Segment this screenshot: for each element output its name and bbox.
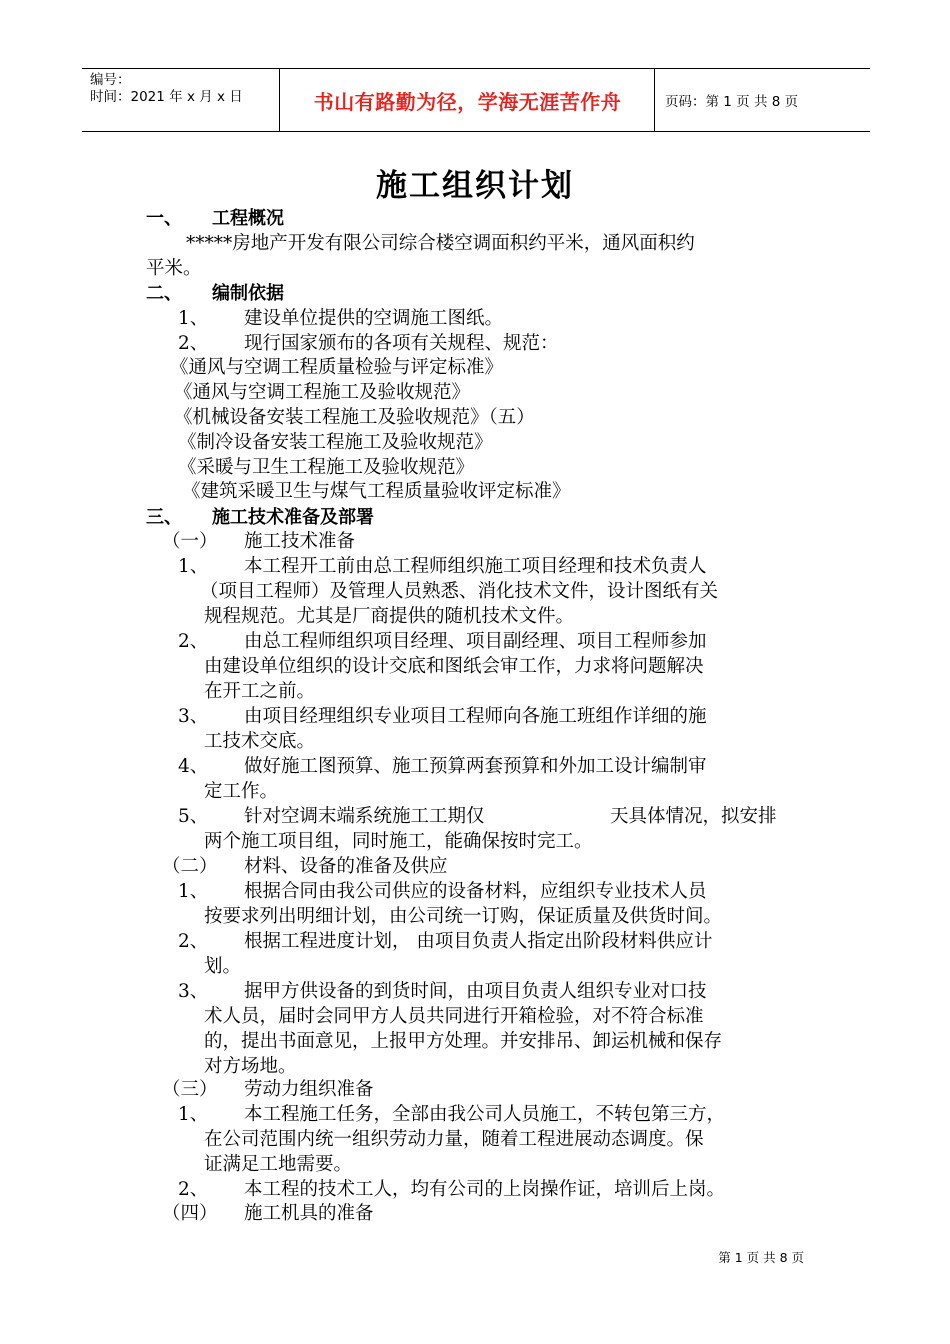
paragraph-line: 在公司范围内统一组织劳动力量，随着工程进展动态调度。保: [204, 1129, 704, 1150]
subsection-heading: 劳动力组织准备: [244, 1079, 374, 1100]
list-number: 3、: [178, 981, 209, 1002]
paragraph-line: *****房地产开发有限公司综合楼空调面积约平米，通风面积约: [186, 233, 695, 254]
standard-item: 《机械设备安装工程施工及验收规范》（五）: [174, 407, 535, 428]
document-title: 施工组织计划: [376, 168, 574, 204]
list-number: 4、: [178, 756, 209, 777]
paragraph-line: 术人员，届时会同甲方人员共同进行开箱检验，对不符合标准: [204, 1006, 704, 1027]
list-number: 1、: [178, 1104, 209, 1125]
paragraph-line: 对方场地。: [204, 1056, 297, 1077]
subsection-heading: 施工技术准备: [244, 531, 356, 552]
standard-item: 《通风与空调工程施工及验收规范》: [174, 382, 471, 403]
code-label: 编号：: [90, 72, 131, 88]
header-page-number: 页码：第 1 页 共 8 页: [665, 94, 799, 110]
paragraph-line: 在开工之前。: [204, 681, 316, 702]
paragraph-line: 的，提出书面意见，上报甲方处理。并安排吊、卸运机械和保存: [204, 1031, 723, 1052]
subsection-heading: 施工机具的准备: [244, 1203, 374, 1224]
subsection-number: （四）: [162, 1203, 218, 1224]
header-slogan: 书山有路勤为径，学海无涯苦作舟: [281, 69, 655, 131]
standard-item: 《通风与空调工程质量检验与评定标准》: [170, 357, 504, 378]
header-meta: [82, 69, 280, 131]
list-number: 2、: [178, 931, 209, 952]
list-number: 3、: [178, 706, 209, 727]
paragraph-line: 由建设单位组织的设计交底和图纸会审工作，力求将问题解决: [204, 656, 704, 677]
paragraph-line: 工技术交底。: [204, 731, 316, 752]
time-label: 时间：2021 年 x 月 x 日: [90, 89, 243, 105]
paragraph-line: 定工作。: [204, 781, 279, 802]
paragraph-line: 证满足工地需要。: [204, 1154, 353, 1175]
paragraph-line: 平米。: [146, 258, 202, 279]
section-2-heading: 编制依据: [212, 283, 284, 304]
section-3-heading: 施工技术准备及部署: [212, 507, 374, 528]
paragraph-line: 由总工程师组织项目经理、项目副经理、项目工程师参加: [244, 631, 707, 652]
paragraph-line: 本工程的技术工人，均有公司的上岗操作证，培训后上岗。: [244, 1179, 726, 1200]
paragraph-line: 据甲方供设备的到货时间，由项目负责人组织专业对口技: [244, 981, 707, 1002]
paragraph-line: 本工程施工任务，全部由我公司人员施工，不转包第三方，: [244, 1104, 726, 1125]
paragraph-line: 划。: [204, 956, 242, 977]
paragraph-line: 两个施工项目组，同时施工，能确保按时完工。: [204, 831, 593, 852]
section-1-number: 一、: [146, 208, 182, 229]
list-number: 5、: [178, 806, 209, 827]
paragraph-line: 针对空调末端系统施工工期仅: [244, 806, 485, 827]
section-2-number: 二、: [146, 283, 182, 304]
paragraph-line: 天具体情况，拟安排: [610, 806, 777, 827]
list-number: 2、: [178, 631, 209, 652]
subsection-heading: 材料、设备的准备及供应: [244, 856, 448, 877]
page-header: [82, 68, 870, 132]
standard-item: 《采暖与卫生工程施工及验收规范》: [178, 457, 475, 478]
list-number: 2、: [178, 333, 209, 354]
section-1-heading: 工程概况: [212, 208, 284, 229]
paragraph-line: 由项目经理组织专业项目工程师向各施工班组作详细的施: [244, 706, 707, 727]
list-number: 1、: [178, 308, 209, 329]
paragraph-line: 根据工程进度计划， 由项目负责人指定出阶段材料供应计: [244, 931, 713, 952]
paragraph-line: 根据合同由我公司供应的设备材料，应组织专业技术人员: [244, 881, 707, 902]
paragraph-line: （项目工程师）及管理人员熟悉、消化技术文件，设计图纸有关: [200, 581, 719, 602]
list-item: 建设单位提供的空调施工图纸。: [244, 308, 504, 329]
standard-item: 《制冷设备安装工程施工及验收规范》: [178, 432, 493, 453]
subsection-number: （一）: [162, 531, 218, 552]
paragraph-line: 规程规范。尤其是厂商提供的随机技术文件。: [204, 606, 575, 627]
paragraph-line: 本工程开工前由总工程师组织施工项目经理和技术负责人: [244, 556, 707, 577]
section-3-number: 三、: [146, 507, 182, 528]
list-number: 1、: [178, 881, 209, 902]
footer-page-number: 第 1 页 共 8 页: [718, 1250, 804, 1265]
paragraph-line: 做好施工图预算、施工预算两套预算和外加工设计编制审: [244, 756, 707, 777]
standard-item: 《建筑采暖卫生与煤气工程质量验收评定标准》: [182, 481, 571, 502]
list-number: 2、: [178, 1179, 209, 1200]
list-item: 现行国家颁布的各项有关规程、规范：: [244, 333, 559, 354]
list-number: 1、: [178, 556, 209, 577]
subsection-number: （三）: [162, 1079, 218, 1100]
subsection-number: （二）: [162, 856, 218, 877]
paragraph-line: 按要求列出明细计划，由公司统一订购，保证质量及供货时间。: [204, 906, 723, 927]
